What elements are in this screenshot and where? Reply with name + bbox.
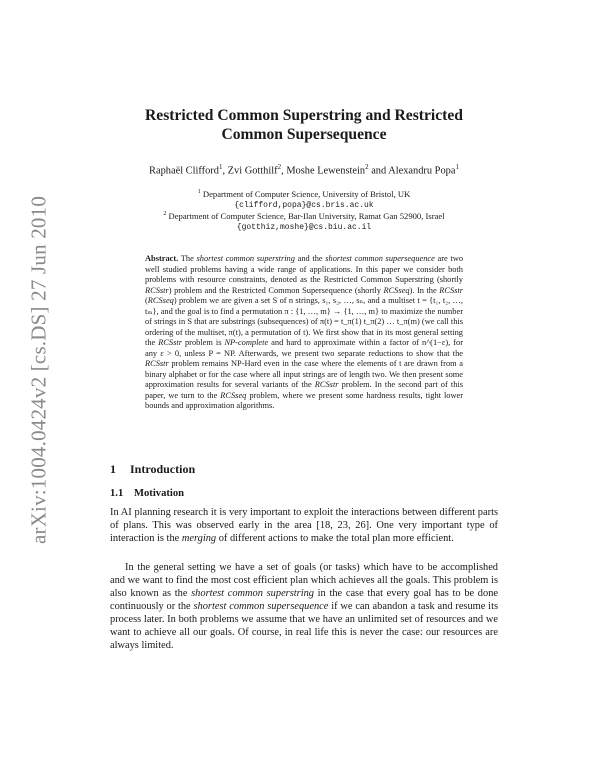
- author-list: Raphaël Clifford$^1$, Zvi Gotthilf$^2$, Moshe Lewenstein$^2$ and Alexandru Popa$^1$: [149, 163, 459, 177]
- title-line-1: Restricted Common Superstring and Restricted: [145, 107, 463, 124]
- paper-title: [110, 106, 498, 144]
- affiliation-email: {clifford,popa}@cs.bris.ac.uk: [234, 200, 374, 210]
- author-name: Alexandru Popa: [388, 165, 456, 177]
- affiliation-2: $^2$ Department of Computer Science, Bar-Ilan University, Ramat Gan 52900, Israel {gotthiz,moshe}@cs.biu.ac.il: [110, 209, 498, 233]
- arxiv-sidebar-stamp: [22, 190, 56, 550]
- affiliation-dept: Department of Computer Science, Bar-Ilan University, Ramat Gan 52900, Israel: [168, 210, 445, 221]
- author-name: Zvi Gotthilf: [227, 165, 278, 177]
- author-affiliation-mark: 2: [365, 163, 369, 171]
- author-name: Moshe Lewenstein: [286, 165, 366, 177]
- abstract-heading: Abstract.: [145, 254, 179, 263]
- author-name: Raphaël Clifford: [149, 165, 219, 177]
- title-line-2: Common Supersequence: [221, 126, 387, 143]
- author-affiliation-mark: 1: [455, 163, 459, 171]
- subsection-heading-motivation: 1.1 Motivation: [110, 488, 185, 499]
- affiliation-1: $^1$ Department of Computer Science, University of Bristol, UK {clifford,popa}@cs.bris.ac.uk: [110, 187, 498, 211]
- author-affiliation-mark: 1: [218, 163, 223, 171]
- section-heading-introduction: 1 Introduction: [110, 462, 196, 476]
- affiliation-email: {gotthiz,moshe}@cs.biu.ac.il: [236, 222, 372, 232]
- affiliation-dept: Department of Computer Science, University of Bristol, UK: [202, 188, 411, 199]
- arxiv-identifier: arXiv:1004.0424v2 [cs.DS] 27 Jun 2010: [26, 195, 51, 545]
- abstract: Abstract. The shortest common superstring and the shortest common supersequence are two well studied problems having a wide range of applications. In this paper we consider both problems with resource constraints, denoted as the Restricted Common Superstring (shortly RCSstr) problem and the Restricted Common Supersequence (shortly RCSseq). In the RCSstr (RCSseq) problem we are given a set S of n strings, s₁, s₂, …, sₙ, and a multiset t = {t₁, t₂, …, tₘ}, and the goal is to find a permutation π : {1, …, m} → {1, …, m} to maximize the number of strings in S that are substrings (subsequences) of π(t) = t_π(1) t_π(2) … t_π(m) (we call this ordering of the multiset, π(t), a permutation of t). We first show that in its most general setting the RCSstr problem is NP-complete and hard to approximate within a factor of n^(1−ε), for any ε > 0, unless P = NP. Afterwards, we present two separate reductions to show that the RCSstr problem remains NP-Hard even in the case where the elements of t are drawn from a binary alphabet or for the case where all input strings are of length two. We then present some approximation results for several variants of the RCSstr problem. In the second part of this paper, we turn to the RCSseq problem, where we present some hardness results, tight lower bounds and approximation algorithms.: [145, 254, 464, 410]
- author-affiliation-mark: 2: [277, 163, 282, 171]
- body-paragraph: In AI planning research it is very important to exploit the interactions between different parts of plans. This was observed early in the area [18, 23, 26]. One very important type of interaction is the merging of different actions to make the total plan more efficient.: [110, 507, 498, 544]
- body-paragraph: In the general setting we have a set of goals (or tasks) which have to be accomplished and we want to find the most cost efficient plan which achieves all the goals. This problem is also known as the shortest common superstring in the case that every goal has to be done continuously or the shortest common supersequence if we can abandon a task and resume its process later. In both problems we assume that we have an unlimited set of resources and we want to achieve all our goals. Of course, in real life this is never the case: our resources are always limited.: [110, 562, 499, 651]
